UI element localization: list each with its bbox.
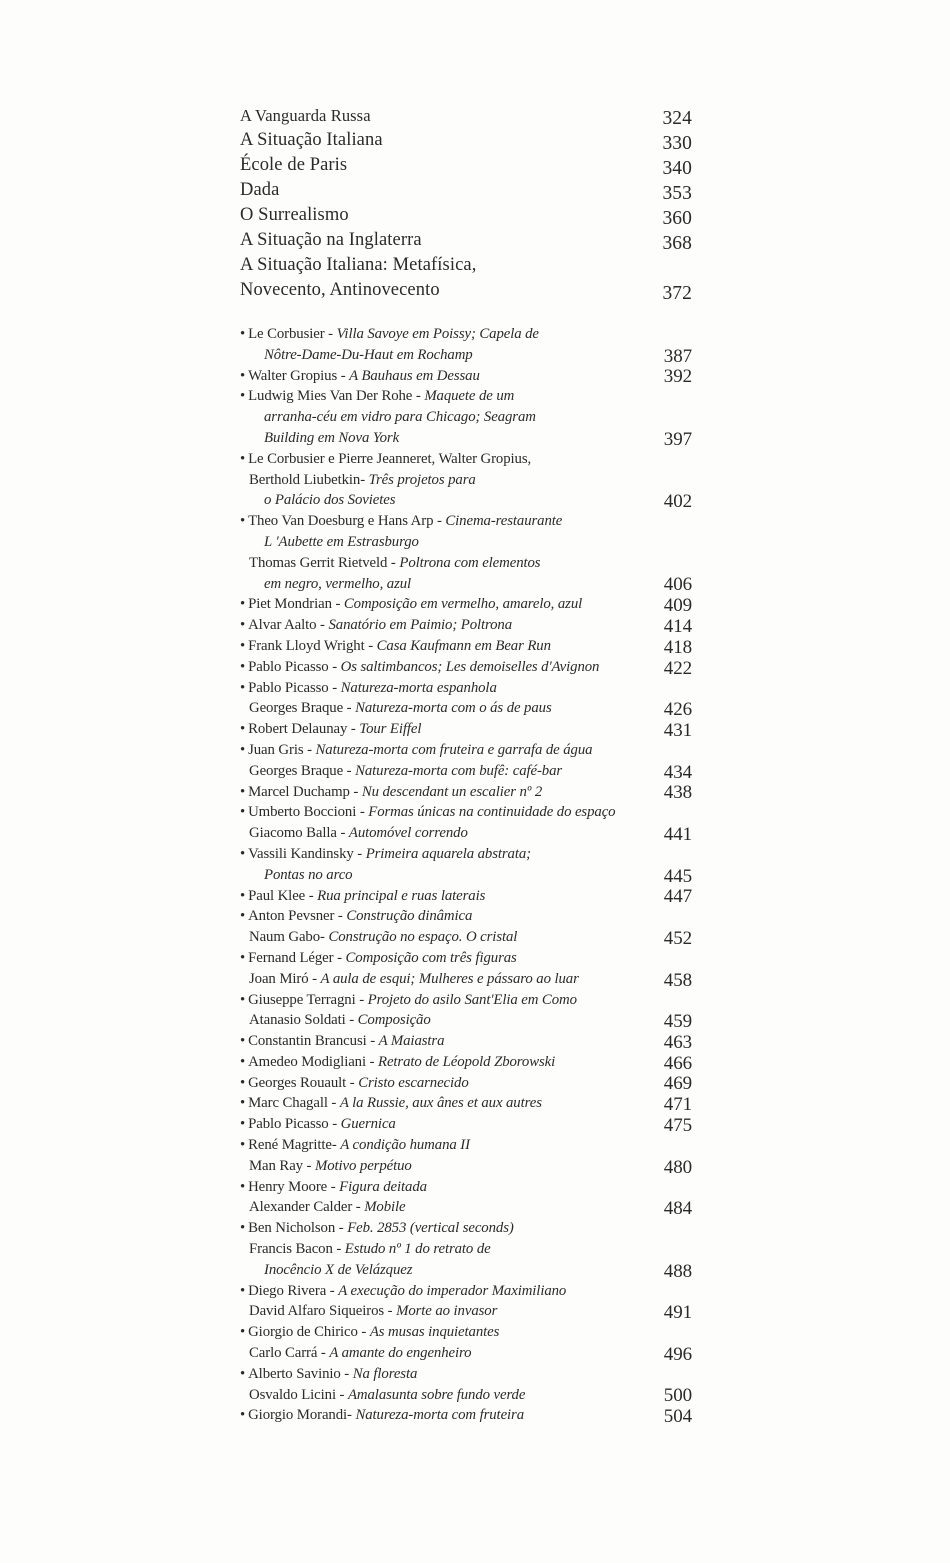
work-title: Natureza-morta com bufê: café-bar	[355, 762, 563, 779]
page-number: 463	[663, 1031, 692, 1053]
work-title: Projeto do asilo Sant'Elia em Como	[367, 991, 577, 1008]
entry-line	[240, 802, 692, 823]
work-title: Sanatório em Paimio; Poltrona	[328, 617, 513, 634]
chapter-list	[240, 103, 692, 303]
list-item	[240, 1135, 692, 1177]
page-number: 496	[663, 1343, 692, 1365]
work-title: Primeira aquarela abstrata;	[365, 845, 531, 862]
work-title: A la Russie, aux ânes et aux autres	[339, 1095, 542, 1112]
bullet-icon: •	[240, 783, 246, 800]
bullet-icon: •	[240, 721, 246, 738]
bullet-icon: •	[240, 1220, 246, 1237]
list-item	[240, 1177, 692, 1219]
page-number: 402	[663, 491, 692, 513]
list-item	[240, 1052, 692, 1073]
bullet-icon: •	[240, 887, 246, 904]
entry-line	[240, 740, 692, 761]
entry-line	[240, 324, 692, 345]
artist-name: Alexander Calder -	[249, 1199, 365, 1216]
work-title: A amante do engenheiro	[329, 1345, 472, 1362]
artist-name: Giuseppe Terragni -	[248, 991, 368, 1008]
bullet-icon: •	[240, 450, 246, 467]
entry-line	[240, 1135, 692, 1156]
list-item	[240, 802, 692, 844]
bullet-icon: •	[240, 1137, 246, 1154]
artist-name: Osvaldo Licini -	[249, 1386, 348, 1403]
entry-line	[240, 1093, 692, 1114]
work-title: Morte ao invasor	[396, 1303, 498, 1320]
chapter-title: Dada	[240, 180, 280, 200]
bullet-icon: •	[240, 1116, 246, 1133]
page-number: 458	[663, 969, 692, 991]
list-item	[240, 886, 692, 907]
work-title: Feb. 2853 (vertical seconds)	[347, 1220, 514, 1237]
entry-line	[240, 1281, 692, 1302]
artist-name: Atanasio Soldati -	[249, 1012, 358, 1029]
chapter-title: O Surrealismo	[240, 205, 349, 225]
work-title: Nôtre-Dame-Du-Haut em Rochamp	[264, 346, 473, 363]
artist-name: Robert Delaunay -	[248, 721, 360, 738]
page-number: 504	[663, 1406, 692, 1428]
work-title: A condição humana II	[340, 1137, 470, 1154]
list-item	[240, 1093, 692, 1114]
work-title: Natureza-morta com fruteira	[355, 1407, 525, 1424]
work-title: Motivo perpétuo	[314, 1157, 412, 1174]
entry-line	[240, 1031, 692, 1052]
work-title: Construção dinâmica	[346, 908, 473, 925]
bullet-icon: •	[240, 1324, 246, 1341]
list-item	[240, 1114, 692, 1135]
list-item	[240, 678, 692, 720]
artist-name: Walter Gropius -	[248, 367, 350, 384]
bullet-icon: •	[240, 845, 246, 862]
work-title: Cinema-restaurante	[445, 513, 563, 530]
artist-name: Umberto Boccioni -	[248, 804, 369, 821]
entry-line	[240, 906, 692, 927]
list-item	[240, 782, 692, 803]
list-item	[240, 1322, 692, 1364]
bullet-icon: •	[240, 326, 246, 342]
page-number: 324	[662, 108, 692, 129]
entry-line	[240, 948, 692, 969]
entry-line	[240, 761, 692, 782]
bullet-icon: •	[240, 949, 246, 966]
list-item	[240, 1218, 692, 1280]
list-item	[240, 636, 692, 657]
artist-name: Theo Van Doesburg e Hans Arp -	[248, 513, 446, 530]
work-title: Composição em vermelho, amarelo, azul	[343, 596, 583, 613]
entry-line	[240, 511, 692, 532]
bullet-icon: •	[240, 388, 246, 405]
list-item	[240, 449, 692, 511]
work-title: Na floresta	[352, 1365, 418, 1382]
page-number: 475	[663, 1115, 692, 1137]
entry-line	[240, 532, 692, 553]
work-title: L 'Aubette em Estrasburgo	[264, 533, 419, 550]
work-title: Estudo nº 1 do retrato de	[344, 1241, 491, 1258]
chapter-entry	[240, 178, 692, 203]
work-title: Casa Kaufmann em Bear Run	[376, 637, 551, 654]
artist-name: Juan Gris -	[248, 741, 316, 758]
entry-line	[240, 553, 692, 574]
page-number: 491	[663, 1302, 692, 1324]
work-title: Natureza-morta espanhola	[340, 679, 497, 696]
entry-line	[240, 698, 692, 719]
artist-name: Henry Moore -	[248, 1178, 340, 1195]
artist-name: Giorgio Morandi-	[248, 1407, 356, 1424]
page-number: 484	[663, 1198, 692, 1220]
page-number: 353	[662, 183, 692, 204]
entry-line	[240, 782, 692, 803]
bullet-icon: •	[240, 1365, 246, 1382]
page-number: 480	[663, 1156, 692, 1178]
artist-name: Ludwig Mies Van Der Rohe -	[248, 388, 425, 405]
artist-name: Marc Chagall -	[248, 1095, 340, 1112]
artist-name: David Alfaro Siqueiros -	[249, 1303, 397, 1320]
list-item	[240, 740, 692, 782]
artist-name: Joan Miró -	[249, 970, 321, 987]
page-number: 360	[662, 208, 692, 229]
chapter-entry	[240, 103, 692, 128]
entry-line	[240, 386, 692, 407]
artist-name: Georges Braque -	[249, 700, 356, 717]
work-title: A execução do imperador Maximiliano	[338, 1282, 567, 1299]
list-item	[240, 1031, 692, 1052]
work-title: Amalasunta sobre fundo verde	[347, 1386, 526, 1403]
entry-line	[240, 366, 692, 387]
page-number: 488	[663, 1260, 692, 1282]
artist-name: Naum Gabo-	[249, 929, 329, 946]
bullet-icon: •	[240, 596, 246, 613]
entry-line	[240, 1197, 692, 1218]
bullet-icon: •	[240, 658, 246, 675]
artist-name: René Magritte-	[248, 1137, 341, 1154]
artist-name: Francis Bacon -	[249, 1241, 345, 1258]
work-title: Pontas no arco	[264, 866, 353, 883]
chapter-entry	[240, 153, 692, 178]
list-item	[240, 386, 692, 448]
work-title: Três projetos para	[368, 471, 476, 488]
page-number: 368	[662, 233, 692, 254]
work-title: Inocêncio X de Velázquez	[264, 1261, 413, 1278]
entry-line	[240, 345, 692, 366]
work-title: Natureza-morta com fruteira e garrafa de água	[315, 741, 593, 758]
artist-name: Alberto Savinio -	[248, 1365, 353, 1382]
page-number: 471	[663, 1094, 692, 1116]
entry-line	[240, 1114, 692, 1135]
work-title: Composição	[357, 1012, 431, 1029]
artist-name: Alvar Aalto -	[248, 617, 329, 634]
work-title: A Maiastra	[378, 1033, 445, 1050]
artist-name: Constantin Brancusi -	[248, 1033, 379, 1050]
chapter-entry	[240, 228, 692, 253]
work-title: A Bauhaus em Dessau	[349, 367, 480, 384]
artist-name: Le Corbusier -	[248, 326, 337, 342]
work-title: Villa Savoye em Poissy; Capela de	[336, 326, 539, 342]
page-number: 387	[663, 345, 692, 367]
entry-line	[240, 969, 692, 990]
entry-line	[240, 1052, 692, 1073]
page-number: 438	[663, 782, 692, 804]
work-title: As musas inquietantes	[369, 1324, 500, 1341]
list-item	[240, 615, 692, 636]
artist-name: Piet Mondrian -	[248, 596, 344, 613]
entry-line	[240, 657, 692, 678]
list-item	[240, 1281, 692, 1323]
chapter-title: A Situação na Inglaterra	[240, 230, 422, 250]
list-item	[240, 1364, 692, 1406]
list-item	[240, 324, 692, 366]
page-number: 330	[662, 133, 692, 154]
work-title: o Palácio dos Sovietes	[264, 492, 396, 509]
work-title: Poltrona com elementos	[399, 554, 541, 571]
entry-line	[240, 1073, 692, 1094]
artist-name: Carlo Carrá -	[249, 1345, 330, 1362]
list-item	[240, 366, 692, 387]
work-title: em negro, vermelho, azul	[264, 575, 412, 592]
list-item	[240, 657, 692, 678]
bullet-icon: •	[240, 804, 246, 821]
entry-line	[240, 407, 692, 428]
chapter-title: A Situação Italiana	[240, 130, 383, 150]
artist-name: Ben Nicholson -	[248, 1220, 348, 1237]
entry-line	[240, 719, 692, 740]
artist-name: Pablo Picasso -	[248, 1116, 341, 1133]
page-number: 372	[662, 283, 692, 304]
work-title: Mobile	[364, 1199, 406, 1216]
entry-line	[240, 678, 692, 699]
entry-line	[240, 886, 692, 907]
list-item	[240, 511, 692, 594]
work-title: Automóvel correndo	[348, 825, 468, 842]
work-title: Os saltimbancos; Les demoiselles d'Avignon	[340, 658, 600, 675]
work-title: Construção no espaço. O cristal	[328, 929, 518, 946]
bullet-icon: •	[240, 513, 246, 530]
artist-name: Diego Rivera -	[248, 1282, 339, 1299]
work-title: Maquete de um	[424, 388, 515, 405]
artist-name: Giacomo Balla -	[249, 825, 349, 842]
entry-line	[240, 1239, 692, 1260]
bullet-icon: •	[240, 741, 246, 758]
bullet-icon: •	[240, 617, 246, 634]
work-title: A aula de esqui; Mulheres e pássaro ao luar	[320, 970, 579, 987]
page-number: 469	[663, 1073, 692, 1095]
entry-line	[240, 449, 692, 470]
page-number: 426	[663, 699, 692, 721]
chapter-title-continued: Novecento, Antinovecento	[240, 280, 440, 300]
work-title: arranha-céu em vidro para Chicago; Seagram	[264, 409, 536, 426]
list-item	[240, 948, 692, 990]
entry-line	[240, 594, 692, 615]
work-title: Rua principal e ruas laterais	[317, 887, 486, 904]
page-number: 500	[663, 1385, 692, 1407]
bullet-icon: •	[240, 1053, 246, 1070]
entry-line	[240, 1301, 692, 1322]
entry-line	[240, 1218, 692, 1239]
page-number: 392	[663, 366, 692, 388]
artist-name: Paul Klee -	[248, 887, 318, 904]
artist-name: Giorgio de Chirico -	[248, 1324, 370, 1341]
page-number: 397	[663, 428, 692, 450]
entry-line	[240, 1322, 692, 1343]
bullet-icon: •	[240, 1407, 246, 1424]
entry-line	[240, 1405, 692, 1426]
list-item	[240, 906, 692, 948]
bullet-icon: •	[240, 991, 246, 1008]
entry-line	[240, 574, 692, 595]
work-title: Tour Eiffel	[359, 721, 422, 738]
work-title: Formas únicas na continuidade do espaço	[368, 804, 616, 821]
page-number: 441	[663, 823, 692, 845]
page-number: 418	[663, 636, 692, 658]
entry-line	[240, 1343, 692, 1364]
entry-line	[240, 428, 692, 449]
chapter-entry	[240, 253, 692, 303]
list-item	[240, 719, 692, 740]
entry-line	[240, 1156, 692, 1177]
entry-line	[240, 865, 692, 886]
chapter-entry	[240, 128, 692, 153]
artist-name: Thomas Gerrit Rietveld -	[249, 554, 400, 571]
entry-line	[240, 615, 692, 636]
artist-name: Georges Braque -	[249, 762, 356, 779]
work-title: Cristo escarnecido	[358, 1074, 469, 1091]
entry-line	[240, 1010, 692, 1031]
page-number: 459	[663, 1011, 692, 1033]
entry-line	[240, 636, 692, 657]
page-number: 406	[663, 574, 692, 596]
artist-name: Fernand Léger -	[248, 949, 346, 966]
artist-name: Marcel Duchamp -	[248, 783, 362, 800]
list-item	[240, 1405, 692, 1426]
entry-line	[240, 470, 692, 491]
entry-line	[240, 1385, 692, 1406]
bullet-icon: •	[240, 367, 246, 384]
entry-line	[240, 927, 692, 948]
bullet-icon: •	[240, 1033, 246, 1050]
list-item	[240, 594, 692, 615]
page-number: 414	[663, 615, 692, 637]
list-item	[240, 990, 692, 1032]
page-number: 409	[663, 595, 692, 617]
bullet-icon: •	[240, 1282, 246, 1299]
chapter-title: École de Paris	[240, 155, 348, 175]
entry-line	[240, 1177, 692, 1198]
page-number: 422	[663, 657, 692, 679]
bullet-icon: •	[240, 1074, 246, 1091]
entry-line	[240, 844, 692, 865]
artist-name: Frank Lloyd Wright -	[248, 637, 377, 654]
chapter-title: A Situação Italiana: Metafísica,	[240, 255, 477, 275]
work-title: Building em Nova York	[264, 429, 400, 446]
list-item	[240, 844, 692, 886]
bullet-icon: •	[240, 908, 246, 925]
bullet-icon: •	[240, 679, 246, 696]
table-of-contents	[240, 103, 692, 1426]
artist-name: Man Ray -	[249, 1157, 315, 1174]
artist-name: Georges Rouault -	[248, 1074, 359, 1091]
artist-name: Anton Pevsner -	[248, 908, 347, 925]
artist-name: Pablo Picasso -	[248, 658, 341, 675]
work-title: Retrato de Léopold Zborowski	[378, 1053, 556, 1070]
page-number: 434	[663, 761, 692, 783]
page-number: 466	[663, 1052, 692, 1074]
work-title: Nu descendant un escalier nº 2	[361, 783, 543, 800]
bullet-icon: •	[240, 637, 246, 654]
entry-line	[240, 490, 692, 511]
chapter-entry	[240, 203, 692, 228]
work-title: Guernica	[340, 1116, 396, 1133]
page-number: 447	[663, 886, 692, 908]
entry-line	[240, 1364, 692, 1385]
entry-line	[240, 1260, 692, 1281]
bullet-icon: •	[240, 1178, 246, 1195]
illustration-list	[240, 324, 692, 1426]
list-item	[240, 1073, 692, 1094]
artist-name: Amedeo Modigliani -	[248, 1053, 379, 1070]
page-number: 452	[663, 927, 692, 949]
artist-name: Le Corbusier e Pierre Jeanneret, Walter Gropius,	[248, 450, 532, 467]
artist-name: Vassili Kandinsky -	[248, 845, 366, 862]
page-number: 445	[663, 865, 692, 887]
page-number: 340	[662, 158, 692, 179]
entry-line	[240, 823, 692, 844]
work-title: Composição com três figuras	[345, 949, 517, 966]
artist-name: Berthold Liubetkin-	[249, 471, 369, 488]
work-title: Natureza-morta com o ás de paus	[355, 700, 552, 717]
chapter-title: A Vanguarda Russa	[240, 106, 371, 125]
page-number: 431	[663, 719, 692, 741]
entry-line	[240, 990, 692, 1011]
work-title: Figura deitada	[339, 1178, 427, 1195]
artist-name: Pablo Picasso -	[248, 679, 341, 696]
bullet-icon: •	[240, 1095, 246, 1112]
